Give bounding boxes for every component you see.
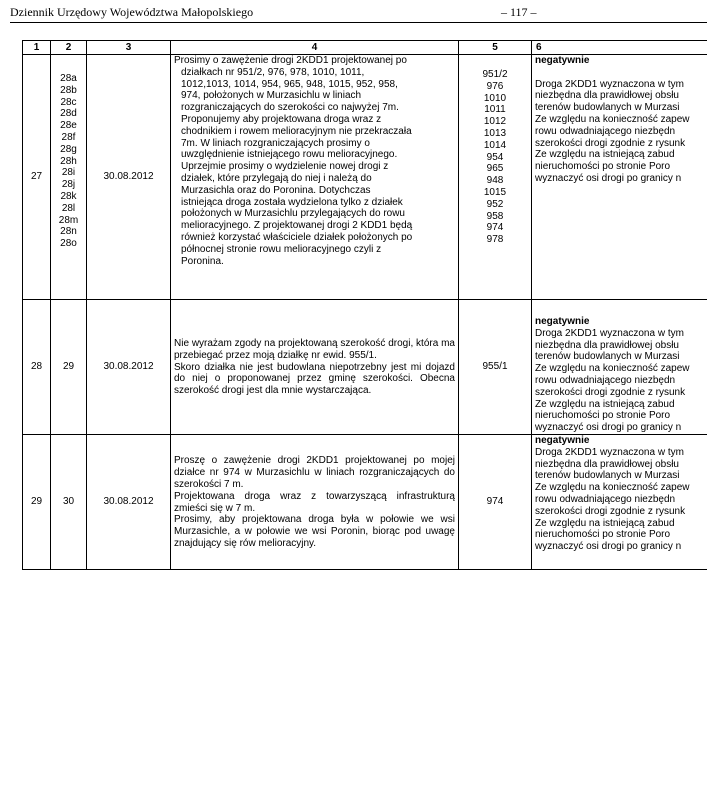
resolution bbox=[532, 300, 707, 435]
plot-number: 974 bbox=[486, 222, 504, 234]
comment-number: 28o bbox=[60, 238, 77, 250]
comment-number: 28i bbox=[61, 167, 76, 179]
comment-number: 29 bbox=[51, 300, 87, 435]
resolution-line: rowu odwadniającego niezbędn bbox=[535, 493, 676, 505]
comments-table bbox=[22, 40, 707, 570]
comment-number: 28l bbox=[61, 202, 76, 214]
text-line: uwzględnienie istniejącego rowu melioracyjnego. bbox=[181, 149, 398, 161]
comment-text bbox=[171, 300, 459, 435]
column-header: 4 bbox=[171, 41, 459, 55]
table-row bbox=[23, 435, 707, 570]
plot-number: 948 bbox=[486, 175, 504, 187]
text-line: chodnikiem i rowem melioracyjnym nie przekraczała bbox=[181, 125, 412, 137]
column-header: 3 bbox=[87, 41, 171, 55]
page-header bbox=[10, 4, 707, 21]
resolution-line: wyznaczyć osi drogi po granicy n bbox=[535, 422, 682, 434]
text-paragraph: Projektowana droga wraz z towarzyszącą infrastrukturą zmieści się w 7 m. bbox=[174, 490, 455, 514]
resolution-line: terenów budowlanych w Murzasi bbox=[535, 351, 680, 363]
plot-number: 1014 bbox=[483, 139, 507, 151]
text-line: rozgraniczających do szerokości co najwyżej 7m. bbox=[181, 102, 399, 114]
resolution-title: negatywnie bbox=[535, 316, 590, 328]
comment-number: 28h bbox=[60, 155, 77, 167]
table-row bbox=[23, 55, 707, 300]
plot-number: 1011 bbox=[484, 104, 506, 116]
plot-number: 1015 bbox=[483, 186, 507, 198]
comment-number: 30 bbox=[51, 435, 87, 570]
plot-number: 965 bbox=[486, 163, 504, 175]
resolution-line: szerokości drogi zgodnie z rysunk bbox=[535, 505, 686, 517]
resolution-line: terenów budowlanych w Murzasi bbox=[535, 102, 680, 114]
plot-number: 1010 bbox=[483, 92, 507, 104]
row-number: 29 bbox=[23, 435, 51, 570]
resolution-line: niezbędna dla prawidłowej obsłu bbox=[535, 90, 679, 102]
plot-number: 1013 bbox=[483, 127, 507, 139]
resolution-line: rowu odwadniającego niezbędn bbox=[535, 375, 676, 387]
plot-number: 976 bbox=[486, 80, 504, 92]
comment-text bbox=[171, 55, 459, 300]
comment-number: 28m bbox=[58, 214, 79, 226]
submission-date: 30.08.2012 bbox=[87, 435, 171, 570]
resolution-line: rowu odwadniającego niezbędn bbox=[535, 125, 676, 137]
plot-number: 974 bbox=[459, 435, 532, 570]
text-line: również korzystać właściciele działek położonych po bbox=[181, 231, 413, 243]
resolution-line: nieruchomości po stronie Poro bbox=[535, 410, 671, 422]
plot-number: 958 bbox=[486, 210, 504, 222]
text-line: melioracyjnego. Z projektowanej drogi 2 KDD1 będą bbox=[181, 220, 413, 232]
column-header: 1 bbox=[23, 41, 51, 55]
resolution-line bbox=[535, 67, 707, 79]
header-rule bbox=[10, 22, 707, 23]
submission-date: 30.08.2012 bbox=[87, 300, 171, 435]
text-line: Murzasichla oraz do Poronina. Dotychczas bbox=[181, 184, 371, 196]
resolution-line: Ze względu na konieczność zapew bbox=[535, 482, 690, 494]
column-header: 2 bbox=[51, 41, 87, 55]
resolution-line: Ze względu na konieczność zapew bbox=[535, 363, 690, 375]
resolution-line: terenów budowlanych w Murzasi bbox=[535, 470, 680, 482]
resolution bbox=[532, 55, 707, 300]
resolution bbox=[532, 435, 707, 570]
page-number: – 117 – bbox=[501, 5, 537, 19]
comment-number: 28e bbox=[60, 120, 77, 132]
text-line: północnej stronie rowu melioracyjnego czyli z bbox=[181, 243, 382, 255]
plot-numbers bbox=[459, 55, 532, 300]
comment-number: 28b bbox=[60, 84, 77, 96]
journal-title: Dziennik Urzędowy Województwa Małopolskiego bbox=[10, 5, 254, 19]
comment-number: 28c bbox=[60, 96, 77, 108]
plot-number: 978 bbox=[486, 234, 504, 246]
resolution-line: Ze względu na istniejącą zabud bbox=[535, 149, 675, 161]
resolution-title: negatywnie bbox=[535, 435, 590, 446]
resolution-line: niezbędna dla prawidłowej obsłu bbox=[535, 339, 679, 351]
column-header: 6 bbox=[532, 41, 707, 55]
resolution-line: wyznaczyć osi drogi po granicy n bbox=[535, 541, 682, 553]
table-row bbox=[23, 300, 707, 435]
text-line: Proponujemy aby projektowana droga wraz z bbox=[181, 113, 382, 125]
resolution-line: Droga 2KDD1 wyznaczona w tym bbox=[535, 78, 684, 90]
text-line: działkach nr 951/2, 976, 978, 1010, 1011, bbox=[181, 66, 365, 78]
text-paragraph: Nie wyrażam zgody na projektowaną szerokość drogi, która ma przebiegać przez moją działkę nr ewid. 955/1. bbox=[174, 338, 455, 361]
row-number: 27 bbox=[23, 55, 51, 300]
comment-number: 28n bbox=[60, 226, 77, 238]
plot-number: 951/2 bbox=[482, 69, 508, 80]
submission-date: 30.08.2012 bbox=[87, 55, 171, 300]
plot-number: 954 bbox=[486, 151, 504, 163]
column-header: 5 bbox=[459, 41, 532, 55]
text-paragraph: Prosimy, aby projektowana droga była w połowie we wsi Murzasichle, a w połowie we wsi Poronin, biorąc pod uwagę znajdujący się rów melioracyjny. bbox=[174, 514, 455, 549]
plot-number: 955/1 bbox=[459, 300, 532, 435]
comment-numbers bbox=[51, 55, 87, 300]
text-line: położonych w Murzasichlu przylegających do rowu bbox=[181, 208, 405, 220]
comment-number: 28j bbox=[61, 179, 76, 191]
resolution-line: wyznaczyć osi drogi po granicy n bbox=[535, 172, 682, 184]
resolution-line: Droga 2KDD1 wyznaczona w tym bbox=[535, 446, 684, 458]
resolution-title: negatywnie bbox=[535, 55, 590, 66]
comment-number: 28k bbox=[60, 190, 77, 202]
plot-number: 1012 bbox=[483, 116, 507, 128]
comment-number: 28f bbox=[61, 131, 76, 143]
text-line: Prosimy o zawężenie drogi 2KDD1 projektowanej po bbox=[174, 55, 407, 66]
resolution-line: nieruchomości po stronie Poro bbox=[535, 161, 671, 173]
resolution-line: niezbędna dla prawidłowej obsłu bbox=[535, 458, 679, 470]
text-line: 974, położonych w Murzasichlu w liniach bbox=[181, 90, 362, 102]
resolution-line: Ze względu na istniejącą zabud bbox=[535, 517, 675, 529]
resolution-line: Droga 2KDD1 wyznaczona w tym bbox=[535, 327, 684, 339]
plot-number: 952 bbox=[486, 198, 504, 210]
table-header-row bbox=[23, 41, 707, 55]
resolution-line: szerokości drogi zgodnie z rysunk bbox=[535, 386, 686, 398]
text-line: działek, które przylegają do niej i należą do bbox=[181, 172, 372, 184]
resolution-line: Ze względu na konieczność zapew bbox=[535, 113, 690, 125]
resolution-line: szerokości drogi zgodnie z rysunk bbox=[535, 137, 686, 149]
row-number: 28 bbox=[23, 300, 51, 435]
text-line: 1012,1013, 1014, 954, 965, 948, 1015, 952, 958, bbox=[181, 78, 398, 90]
comment-number: 28d bbox=[60, 108, 77, 120]
comment-text bbox=[171, 435, 459, 570]
resolution-line: nieruchomości po stronie Poro bbox=[535, 529, 671, 541]
resolution-line: Ze względu na istniejącą zabud bbox=[535, 398, 675, 410]
text-line: istniejąca droga została wydzielona tylko z działek bbox=[181, 196, 403, 208]
text-line: Uprzejmie prosimy o wydzielenie nowej drogi z bbox=[181, 161, 389, 173]
text-line: 7m. W liniach rozgraniczających prosimy o bbox=[181, 137, 370, 149]
comment-number: 28a bbox=[60, 73, 77, 84]
comment-number: 28g bbox=[60, 143, 77, 155]
text-line: Poronina. bbox=[181, 255, 224, 267]
text-paragraph: Proszę o zawężenie drogi 2KDD1 projektowanej po mojej działce nr 974 w Murzasichlu w liniach rozgraniczających do szerokości 7 m. bbox=[174, 455, 455, 490]
text-paragraph: Skoro działka nie jest budowlana niepotrzebny jest mi dojazd do niej o proponowanej przez gminę szerokości. Obecna szerokość drogi jest dla mnie wystarczająca. bbox=[174, 361, 455, 397]
